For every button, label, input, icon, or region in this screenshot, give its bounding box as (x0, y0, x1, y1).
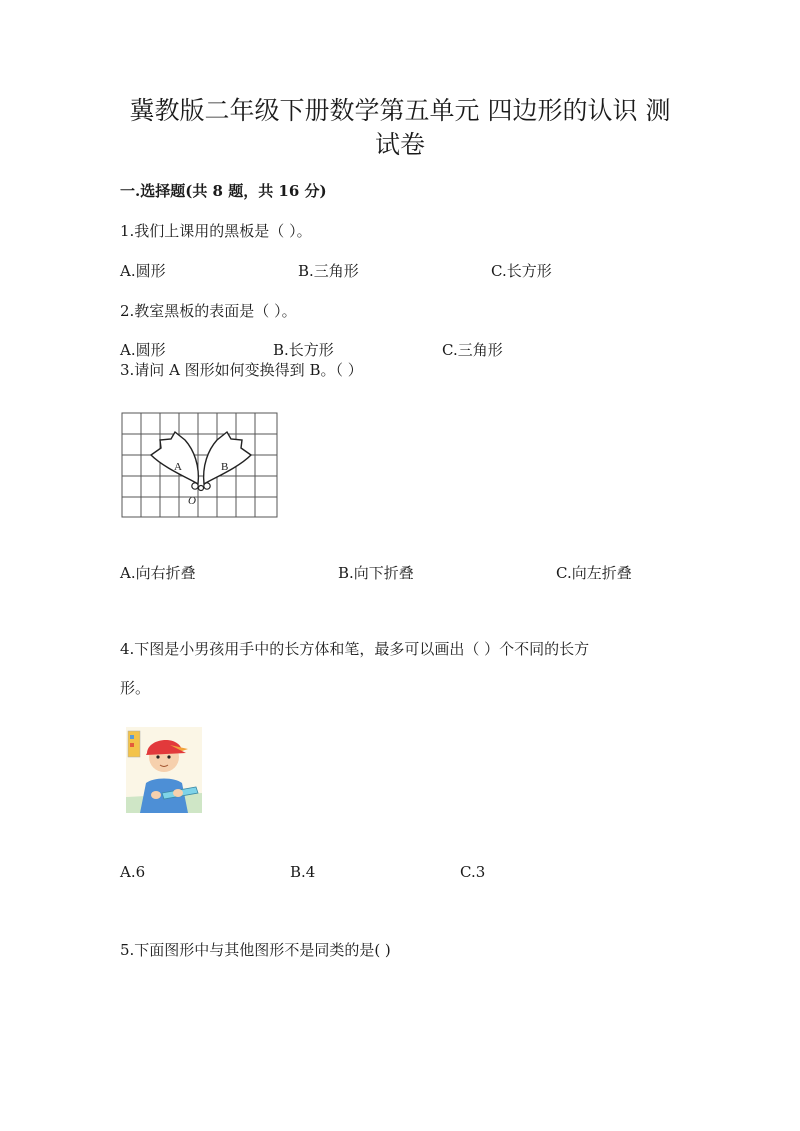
question-4-option-c[interactable]: C.3 (460, 863, 486, 881)
label-o: O (188, 495, 196, 507)
question-1-text: 1.我们上课用的黑板是（ ）。 (120, 222, 312, 240)
grid-lines (122, 413, 277, 517)
boy-with-cuboid-illustration (126, 727, 202, 813)
center-knot-icon (192, 483, 210, 491)
question-2-text: 2.教室黑板的表面是（ ）。 (120, 302, 297, 320)
page-title (110, 94, 690, 162)
question-4-text-line-1: 4.下图是小男孩用手中的长方体和笔，最多可以画出（ ）个不同的长方 (120, 640, 590, 658)
title-line-2: 试卷 (374, 130, 425, 159)
question-2-option-b[interactable]: B.长方形 (273, 341, 334, 359)
question-3-text: 3.请问 A 图形如何变换得到 B。（ ） (120, 361, 363, 379)
question-2-option-c[interactable]: C.三角形 (442, 341, 503, 359)
title-line-1: 冀教版二年级下册数学第五单元 四边形的认识 测 (129, 96, 671, 125)
question-5-text: 5.下面图形中与其他图形不是同类的是( ) (120, 941, 391, 959)
question-2-option-a[interactable]: A.圆形 (120, 341, 166, 359)
question-3-option-b[interactable]: B.向下折叠 (338, 564, 414, 582)
label-a: A (174, 461, 182, 473)
question-3-option-a[interactable]: A.向右折叠 (120, 564, 196, 582)
question-1-option-b[interactable]: B.三角形 (298, 262, 359, 280)
question-3-grid-figure (118, 408, 284, 520)
question-4-option-a[interactable]: A.6 (120, 863, 146, 881)
question-1-option-a[interactable]: A.圆形 (120, 262, 166, 280)
question-4-option-b[interactable]: B.4 (290, 863, 316, 881)
section-heading: 一.选择题(共 8 题，共 16 分) (120, 182, 327, 200)
question-3-option-c[interactable]: C.向左折叠 (556, 564, 632, 582)
label-b: B (221, 461, 229, 473)
question-4-text-line-2: 形。 (120, 679, 151, 697)
question-1-option-c[interactable]: C.长方形 (491, 262, 552, 280)
